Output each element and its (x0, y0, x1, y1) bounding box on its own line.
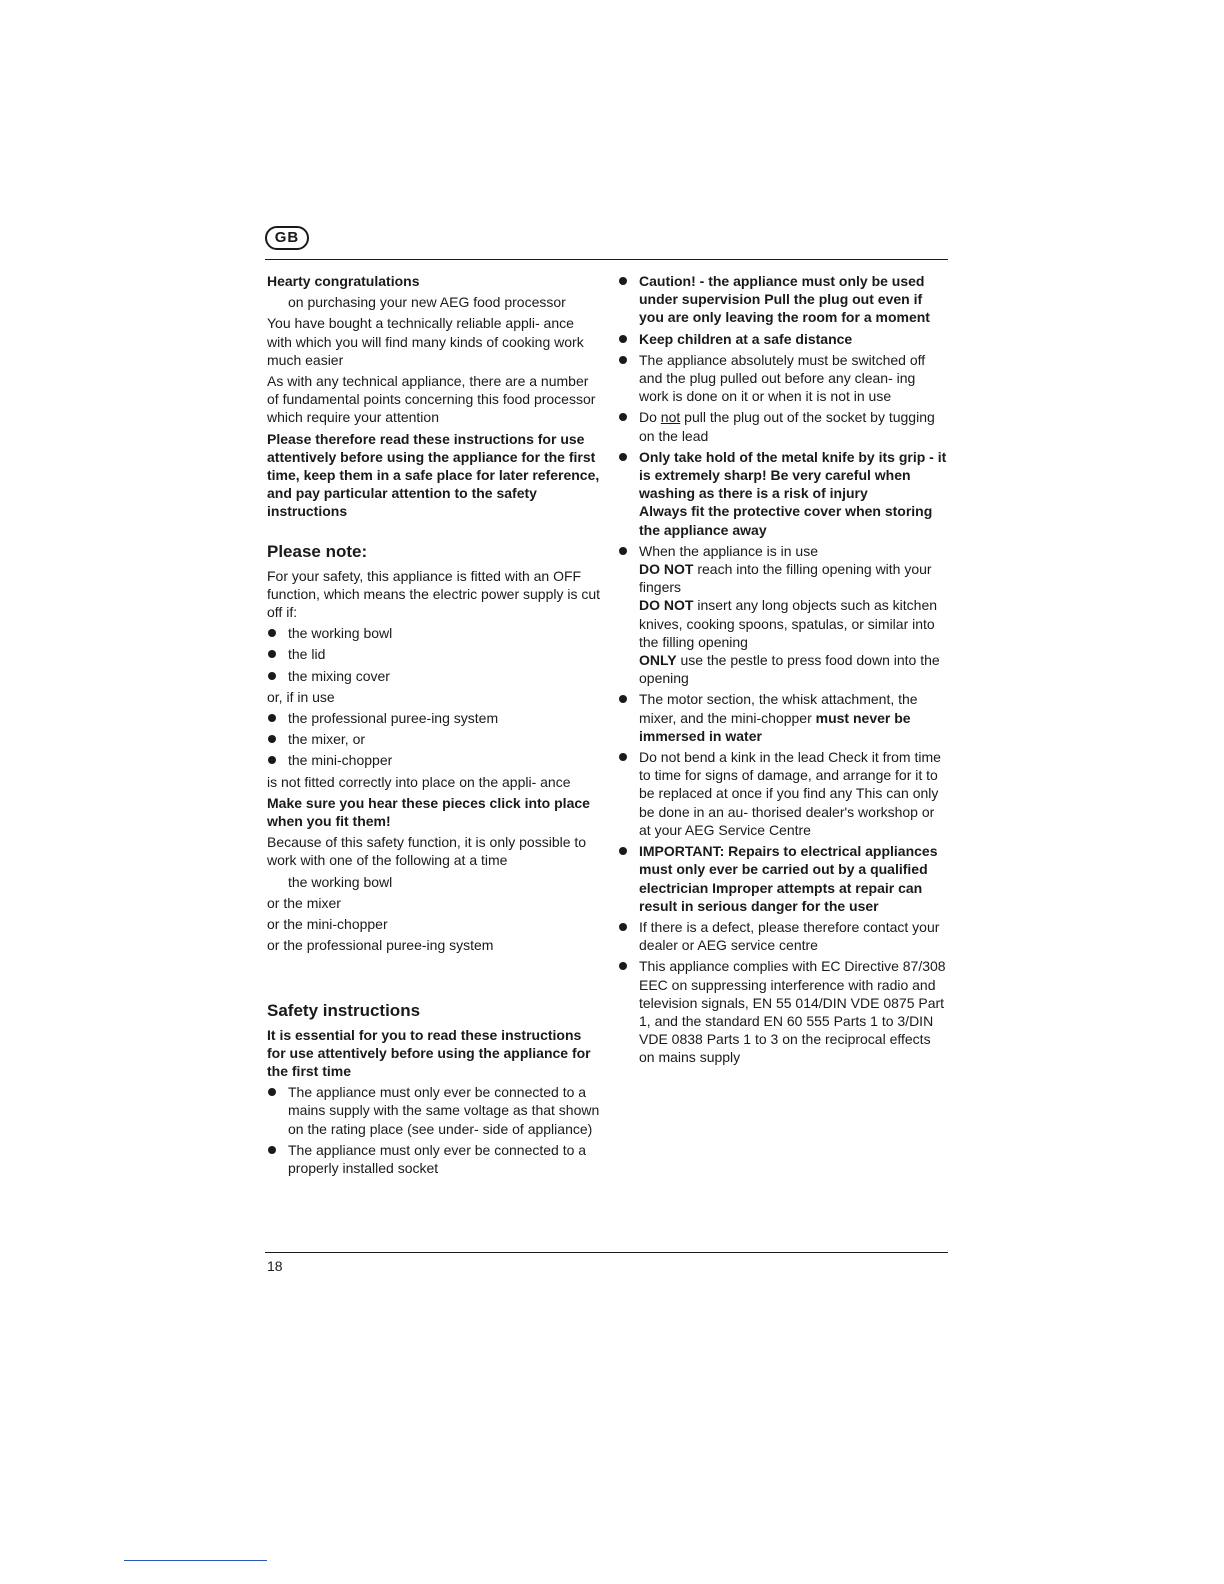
option-line: or the mixer (267, 894, 341, 911)
list-item-caution: Caution! - the appliance must only be used under supervision Pull the plug out even if you are only leaving the room for a moment (618, 272, 948, 327)
list-item: the professional puree-ing system (267, 709, 602, 727)
list-item-lead: Do not bend a kink in the lead Check it from time to time for signs of damage, and arrange for it to be replaced at once if you find any This can only be done in an au- thorised dealer's workshop or at your AEG Service Centre (618, 748, 948, 839)
safety-function-text: Because of this safety function, it is only possible to work with one of the following at a time (267, 834, 587, 869)
country-badge-gb: GB (265, 226, 309, 250)
intro-paragraph-bold: Please therefore read these instructions for use attentively before using the appliance for the first time, keep them in a safe place for later reference, and pay particular attention to the safety instructions (267, 430, 600, 520)
header-rule (265, 259, 948, 260)
intro-paragraph-2: As with any technical appliance, there are a number of fundamental points concerning this food processor which require your attention (267, 373, 596, 426)
note-list-2 (267, 709, 602, 770)
intro-title: Hearty congratulations (267, 273, 420, 289)
right-column (618, 272, 948, 1070)
list-item: the mixer, or (267, 730, 602, 748)
please-note-heading: Please note: (267, 541, 368, 561)
note-list-1 (267, 624, 602, 685)
list-item-important: IMPORTANT: Repairs to electrical appliances must only ever be carried out by a qualified electrician Improper attempts at repair can result in serious danger for the user (618, 842, 948, 915)
page-number: 18 (267, 1258, 283, 1274)
intro-line: on purchasing your new AEG food processor (288, 294, 566, 311)
list-item-water: The motor section, the whisk attachment, the mixer, and the mini-chopper must never be immersed in water (618, 690, 948, 745)
list-item: The appliance must only ever be connected to a mains supply with the same voltage as that shown on the rating place (see under- side of appliance) (267, 1083, 602, 1138)
list-item: The appliance must only ever be connected to a properly installed socket (267, 1141, 602, 1177)
option-line: or the mini-chopper (267, 916, 388, 933)
list-item-plug: Do not pull the plug out of the socket by tugging on the lead (618, 408, 948, 444)
safety-instructions-heading: Safety instructions (267, 1000, 421, 1020)
list-item-children: Keep children at a safe distance (618, 330, 948, 348)
option-line: or the professional puree-ing system (267, 937, 494, 954)
click-into-place-warning: Make sure you hear these pieces click into place when you fit them! (267, 794, 590, 830)
safety-intro-bold: It is essential for you to read these instructions for use attentively before using the appliance for the first time (267, 1026, 591, 1079)
left-column (267, 272, 602, 1180)
list-item-directive: This appliance complies with EC Directive 87/308 EEC on suppressing interference with radio and television signals, EN 55 014/DIN VDE 0875 Part 1, and the standard EN 60 555 Parts 1 to 3/DIN VDE 0838 Parts 1 to 3 on the reciprocal effects on mains supply (618, 957, 948, 1066)
list-item: the lid (267, 645, 602, 663)
footer-rule (265, 1252, 948, 1253)
safety-list-continued (618, 272, 948, 1067)
list-item-switch-off: The appliance absolutely must be switched off and the plug pulled out before any clean- ing work is done on it or when it is not in use (618, 351, 948, 406)
option-line: the working bowl (288, 873, 393, 890)
safety-list (267, 1083, 602, 1177)
or-if-in-use: or, if in use (267, 688, 335, 705)
list-item-in-use: When the appliance is in use DO NOT reach into the filling opening with your fingers DO NOT insert any long objects such as kitchen knives, cooking spoons, spatulas, or similar into the filling opening ONLY use the pestle to press food down into the opening (618, 542, 948, 688)
list-item: the working bowl (267, 624, 602, 642)
note-paragraph: For your safety, this appliance is fitted with an OFF function, which means the electric power supply is cut off if: (267, 567, 601, 621)
not-fitted-text: is not fitted correctly into place on the appli- ance (267, 773, 571, 790)
intro-paragraph-1: You have bought a technically reliable appli- ance with which you will find many kinds of cooking work much easier (267, 315, 584, 368)
list-item-defect: If there is a defect, please therefore contact your dealer or AEG service centre (618, 918, 948, 954)
footer-link-line (124, 1560, 267, 1561)
list-item: the mixing cover (267, 667, 602, 685)
list-item-knife: Only take hold of the metal knife by its grip - it is extremely sharp! Be very careful when washing as there is a risk of injury Always fit the protective cover when storing the appliance away (618, 448, 948, 539)
list-item: the mini-chopper (267, 751, 602, 769)
